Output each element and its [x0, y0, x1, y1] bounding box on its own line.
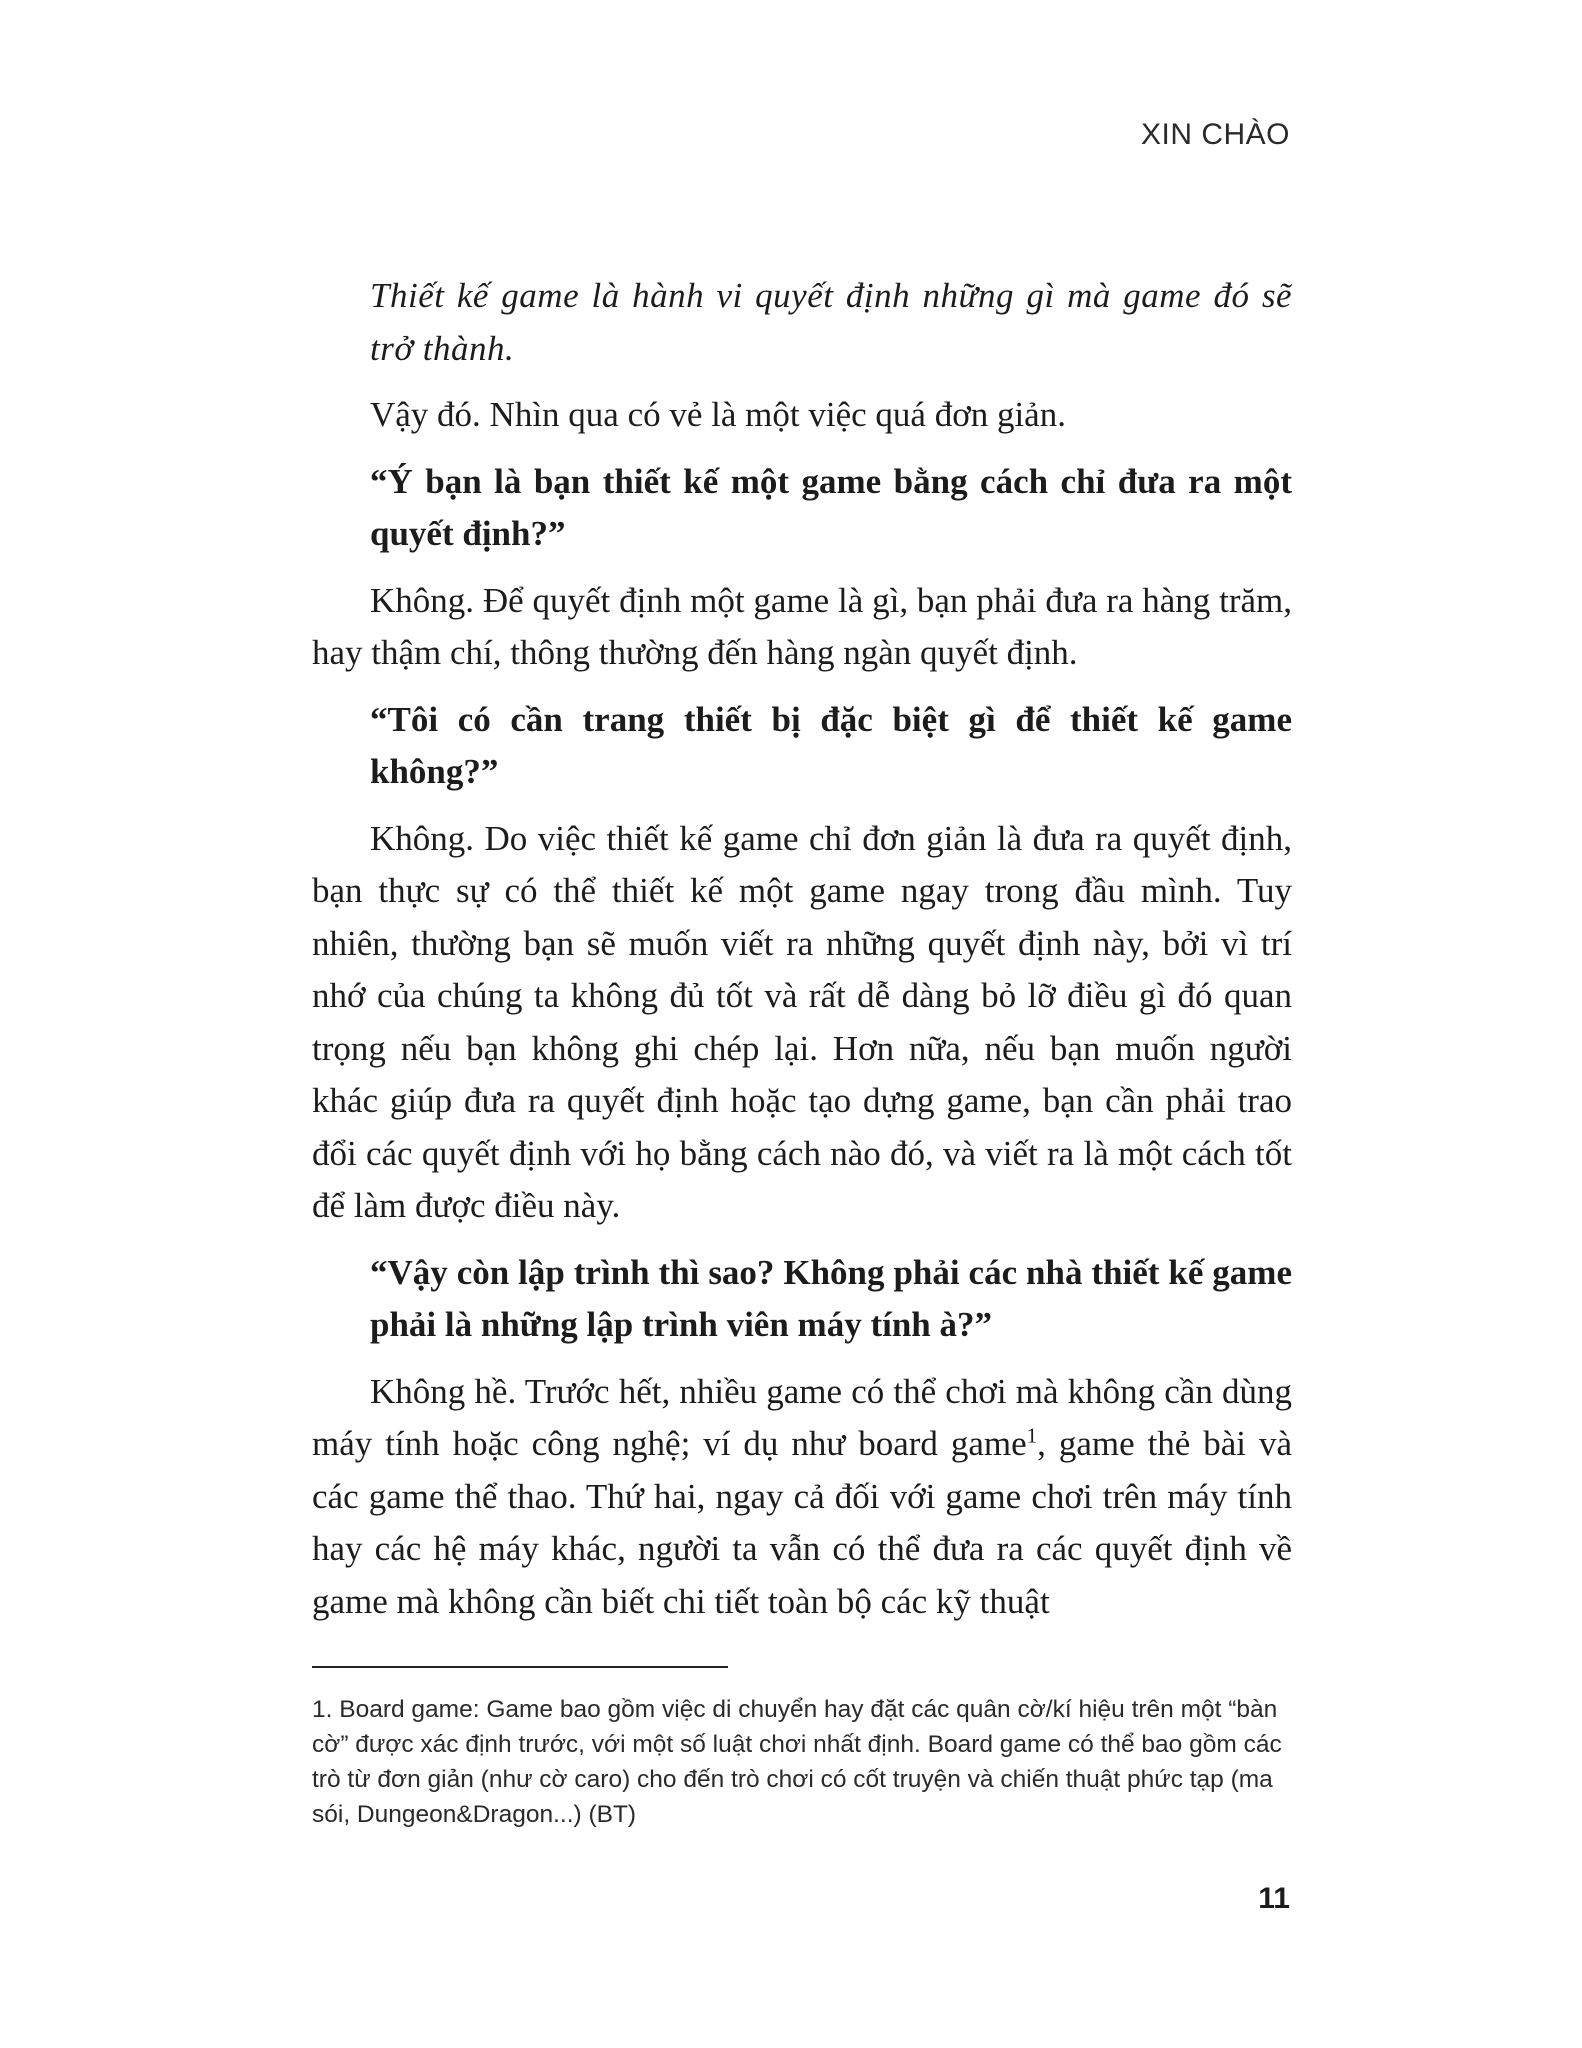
definition-paragraph: Thiết kế game là hành vi quyết định những gì mà game đó sẽ trở thành. — [370, 276, 1292, 368]
question-heading: “Vậy còn lập trình thì sao? Không phải các nhà thiết kế game phải là những lập trình viên máy tính à?” — [370, 1252, 1292, 1344]
paragraph: Vậy đó. Nhìn qua có vẻ là một việc quá đơn giản. — [370, 395, 1066, 434]
paragraph — [312, 1366, 1292, 1629]
paragraph-text: , game thẻ bài và các game thể thao. Thứ hai, ngay cả đối với game chơi trên máy tính hay các hệ máy khác, người ta vẫn có thể đưa ra các quyết định về game mà không cần biết chi tiết toàn bộ các kỹ thuật — [312, 1424, 1292, 1621]
footnote: 1. Board game: Game bao gồm việc di chuyển hay đặt các quân cờ/kí hiệu trên một “bàn cờ” được xác định trước, với một số luật chơi nhất định. Board game có thể bao gồm các trò từ đơn giản (như cờ caro) cho đến trò chơi có cốt truyện và chiến thuật phức tạp (ma sói, Dungeon&Dragon...) (BT) — [312, 1696, 1282, 1828]
question-heading: “Ý bạn là bạn thiết kế một game bằng cách chỉ đưa ra một quyết định?” — [370, 461, 1292, 553]
question-heading: “Tôi có cần trang thiết bị đặc biệt gì để thiết kế game không?” — [370, 699, 1292, 791]
paragraph-text: Không hề. Trước hết, nhiều game có thể chơi mà không cần dùng máy tính hoặc công nghệ; ví dụ như board game — [312, 1371, 1292, 1463]
paragraph: Không. Do việc thiết kế game chỉ đơn giản là đưa ra quyết định, bạn thực sự có thể thiết kế một game ngay trong đầu mình. Tuy nhiên, thường bạn sẽ muốn viết ra những quyết định này, bởi vì trí nhớ của chúng ta không đủ tốt và rất dễ dàng bỏ lỡ điều gì đó quan trọng nếu bạn không ghi chép lại. Hơn nữa, nếu bạn muốn người khác giúp đưa ra quyết định hoặc tạo dựng game, bạn cần phải trao đổi các quyết định với họ bằng cách nào đó, và viết ra là một cách tốt để làm được điều này. — [312, 818, 1292, 1225]
page-number: 11 — [1258, 1882, 1290, 1915]
paragraph: Không. Để quyết định một game là gì, bạn phải đưa ra hàng trăm, hay thậm chí, thông thường đến hàng ngàn quyết định. — [312, 580, 1292, 672]
footnote-divider — [312, 1666, 728, 1668]
footnote-reference[interactable]: 1 — [1026, 1423, 1038, 1448]
running-head: XIN CHÀO — [1140, 118, 1290, 151]
body-text — [312, 270, 1292, 1642]
